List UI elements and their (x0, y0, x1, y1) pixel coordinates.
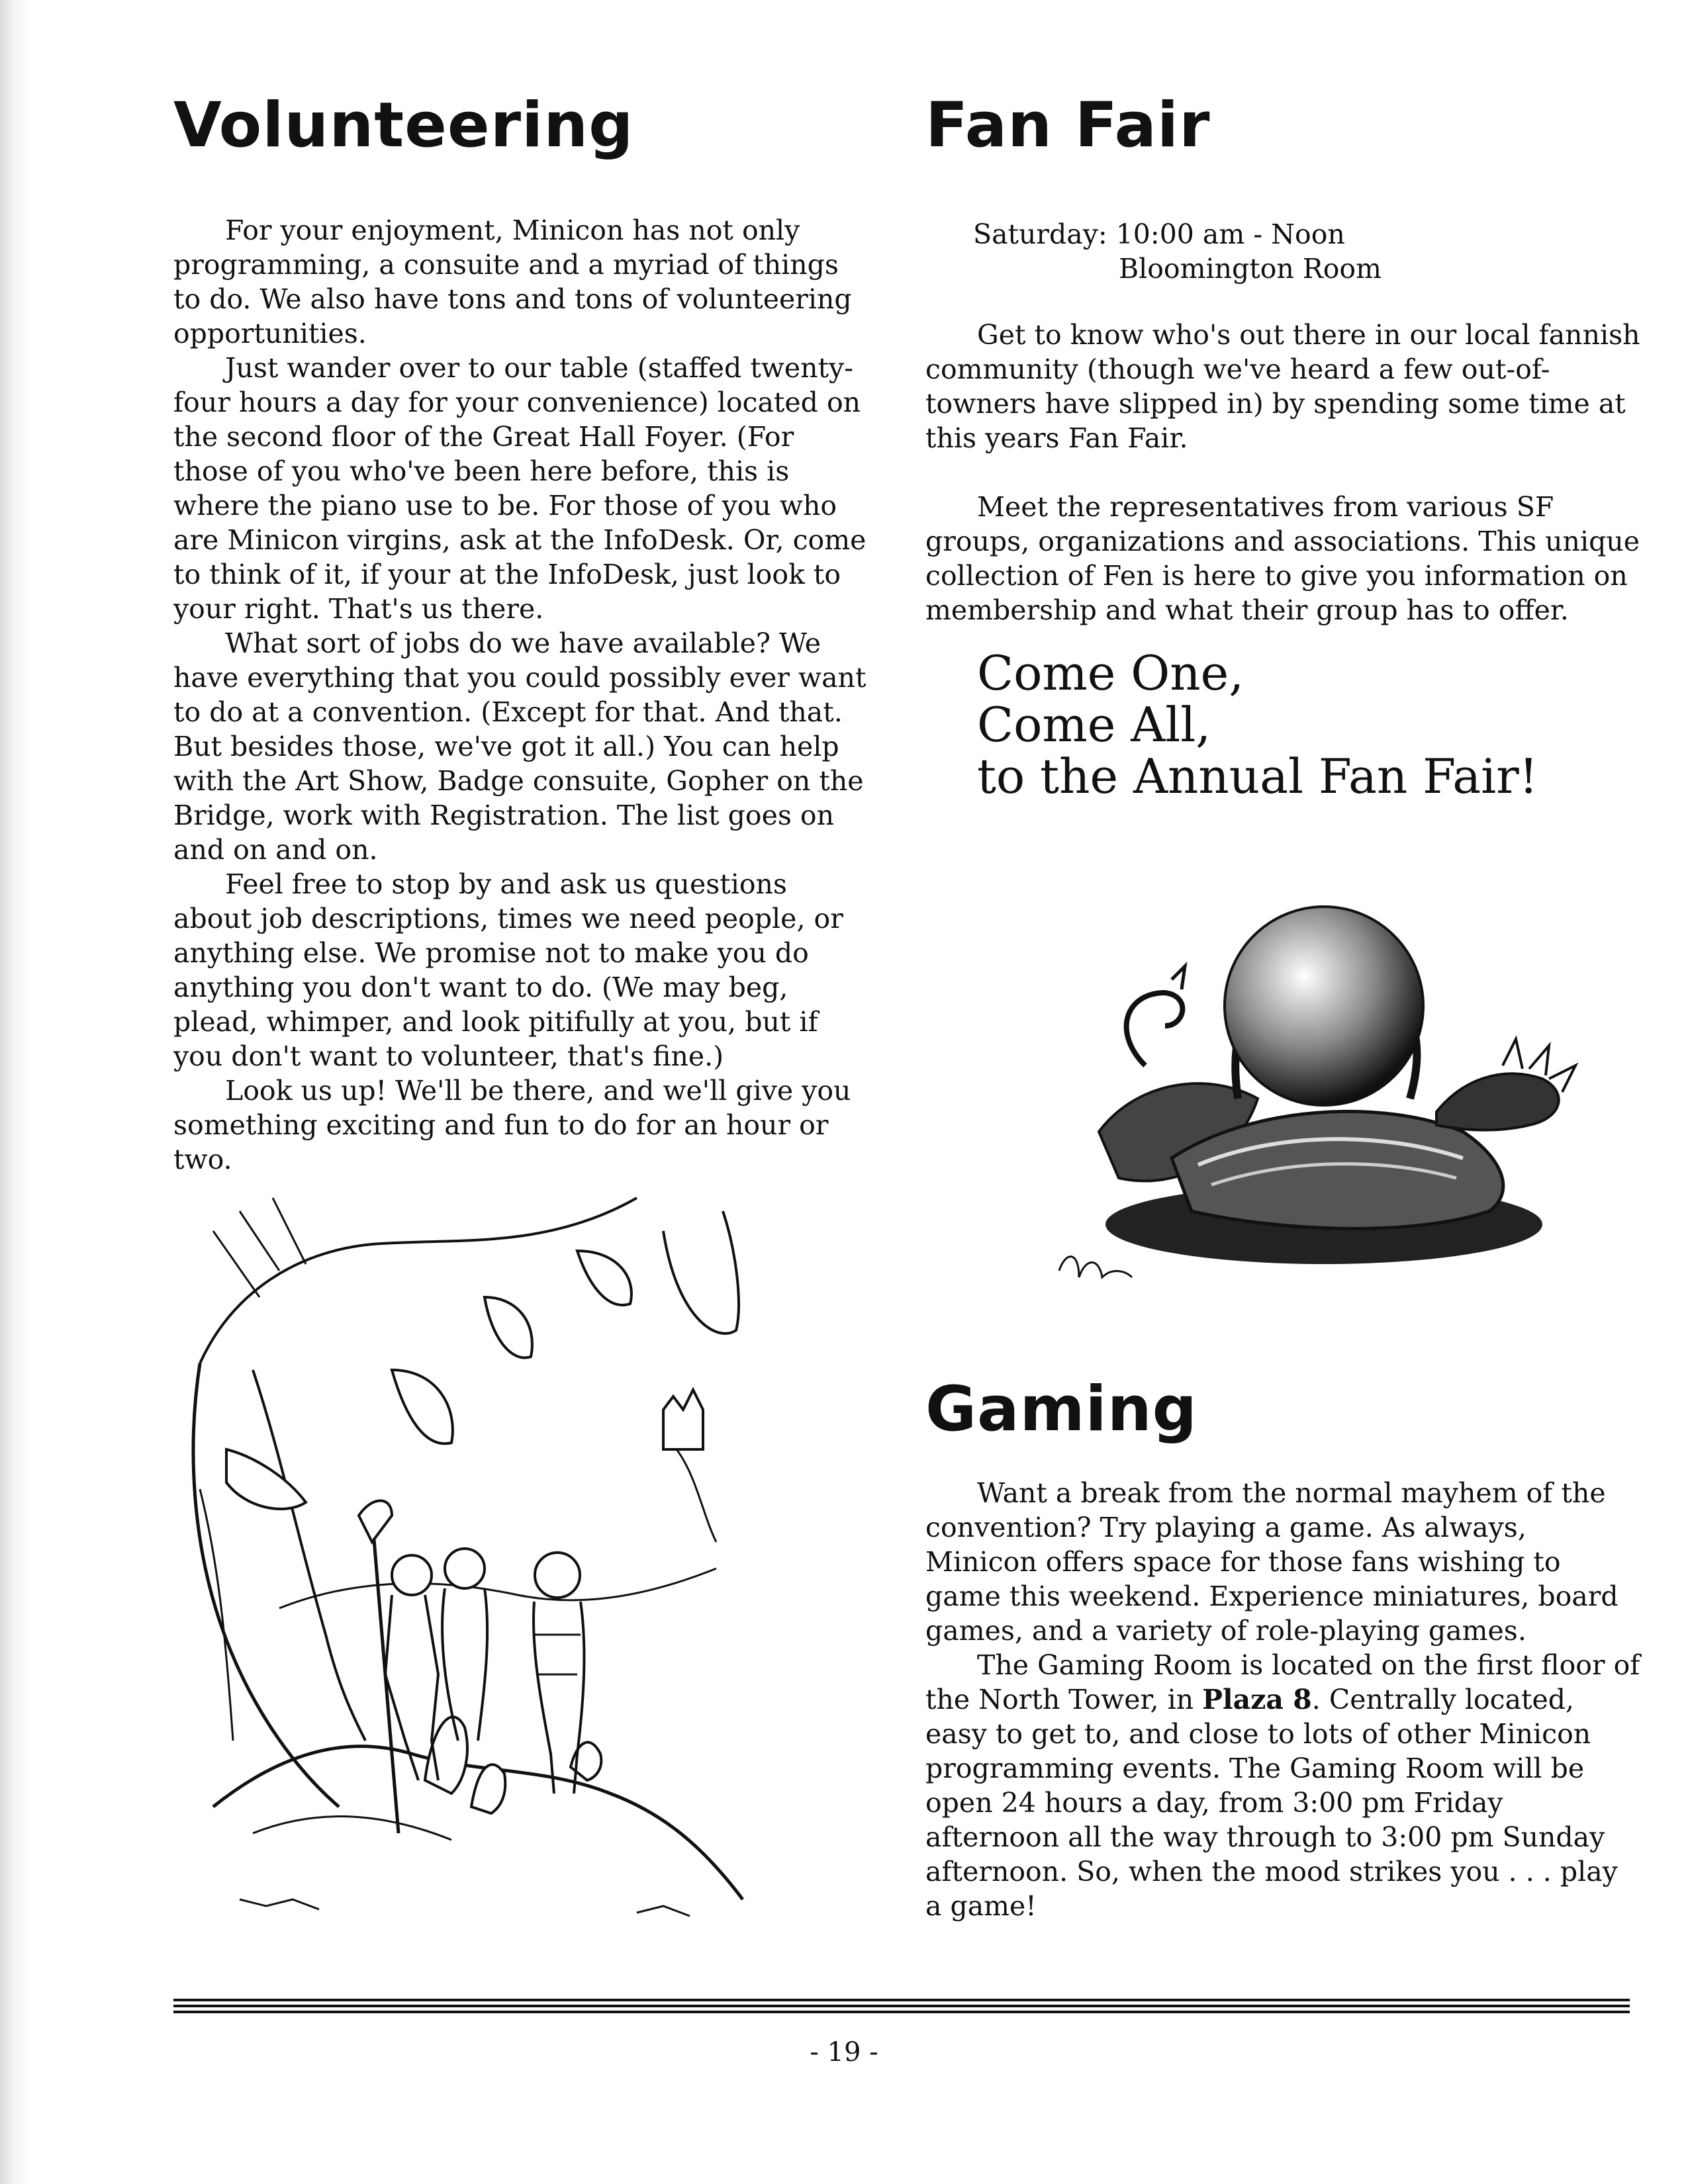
gaming-paragraph: Want a break from the normal mayhem of the convention? Try playing a game. As always, Minicon offers space for those fans wishing to game this weekend. Experience miniatures, board games, and a variety of role-playing games. (925, 1477, 1618, 1647)
fan-fair-location: Bloomington Room (1119, 253, 1382, 285)
fan-fair-schedule (925, 217, 1640, 286)
volunteering-paragraph: What sort of jobs do we have available? We have everything that you could possibly ever want to do at a convention. (Except for that. And that. But besides those, we've got it all.) You can help with the Art Show, Badge consuite, Gopher on the Bridge, work with Registration. The list goes on and on and on. (173, 627, 867, 866)
volunteering-paragraph: Look us up! We'll be there, and we'll give you something exciting and fun to do for an hour or two. (173, 1075, 851, 1175)
callout-line: to the Annual Fan Fair! (977, 749, 1538, 804)
dragon-orb-illustration (1039, 880, 1602, 1317)
gaming-paragraph (925, 1648, 1640, 1923)
footer-rule (173, 1999, 1630, 2017)
page-binding-edge (0, 0, 33, 2184)
fan-fair-time: Saturday: 10:00 am - Noon (973, 218, 1345, 250)
volunteering-paragraph: For your enjoyment, Minicon has not only programming, a consuite and a myriad of things to do. We also have tons and tons of volunteering opportunities. (173, 214, 852, 349)
adventurers-illustration (173, 1171, 769, 1939)
gaming-body (925, 1476, 1640, 1923)
gaming-room-location: Plaza 8 (1202, 1684, 1312, 1715)
volunteering-section (173, 89, 868, 1177)
callout-line: Come All, (977, 697, 1211, 752)
fan-fair-section (925, 89, 1640, 804)
gaming-text-span: . Centrally located, easy to get to, and close to lots of other Minicon programming events. The Gaming Room will be open 24 hours a day, from 3:00 pm Friday afternoon all the way through to 3:00 pm Sunday afternoon. So, when the mood strikes you . . . play a game! (925, 1684, 1618, 1922)
callout-line: Come One, (977, 645, 1244, 701)
fan-fair-paragraph: Get to know who's out there in our local fannish community (though we've heard a few out-of-towners have slipped in) by spending some time at this years Fan Fair. (925, 319, 1640, 454)
gaming-heading: Gaming (925, 1373, 1197, 1445)
volunteering-body (173, 213, 868, 1177)
fan-fair-body (925, 318, 1640, 627)
volunteering-heading: Volunteering (173, 89, 634, 161)
fan-fair-paragraph: Meet the representatives from various SF groups, organizations and associations. This unique collection of Fen is here to give you information on membership and what their group has to offer. (925, 491, 1640, 626)
gaming-text-span: The Gaming Room is located on the first floor of the North Tower, in (925, 1649, 1640, 1715)
volunteering-paragraph: Just wander over to our table (staffed twenty-four hours a day for your convenience) located on the second floor of the Great Hall Foyer. (For those of you who've been here before, this is where the piano use to be. For those of you who are Minicon virgins, ask at the InfoDesk. Or, come to think of it, if your at the InfoDesk, just look to your right. That's us there. (173, 352, 867, 625)
volunteering-paragraph: Feel free to stop by and ask us questions about job descriptions, times we need people, or anything else. We promise not to make you do anything you don't want to do. (We may beg, plead, whimper, and look pitifully at you, but if you don't want to volunteer, that's fine.) (173, 868, 843, 1072)
fan-fair-heading: Fan Fair (925, 89, 1211, 161)
fan-fair-callout (925, 647, 1640, 802)
page-number: - 19 - (810, 2037, 878, 2068)
